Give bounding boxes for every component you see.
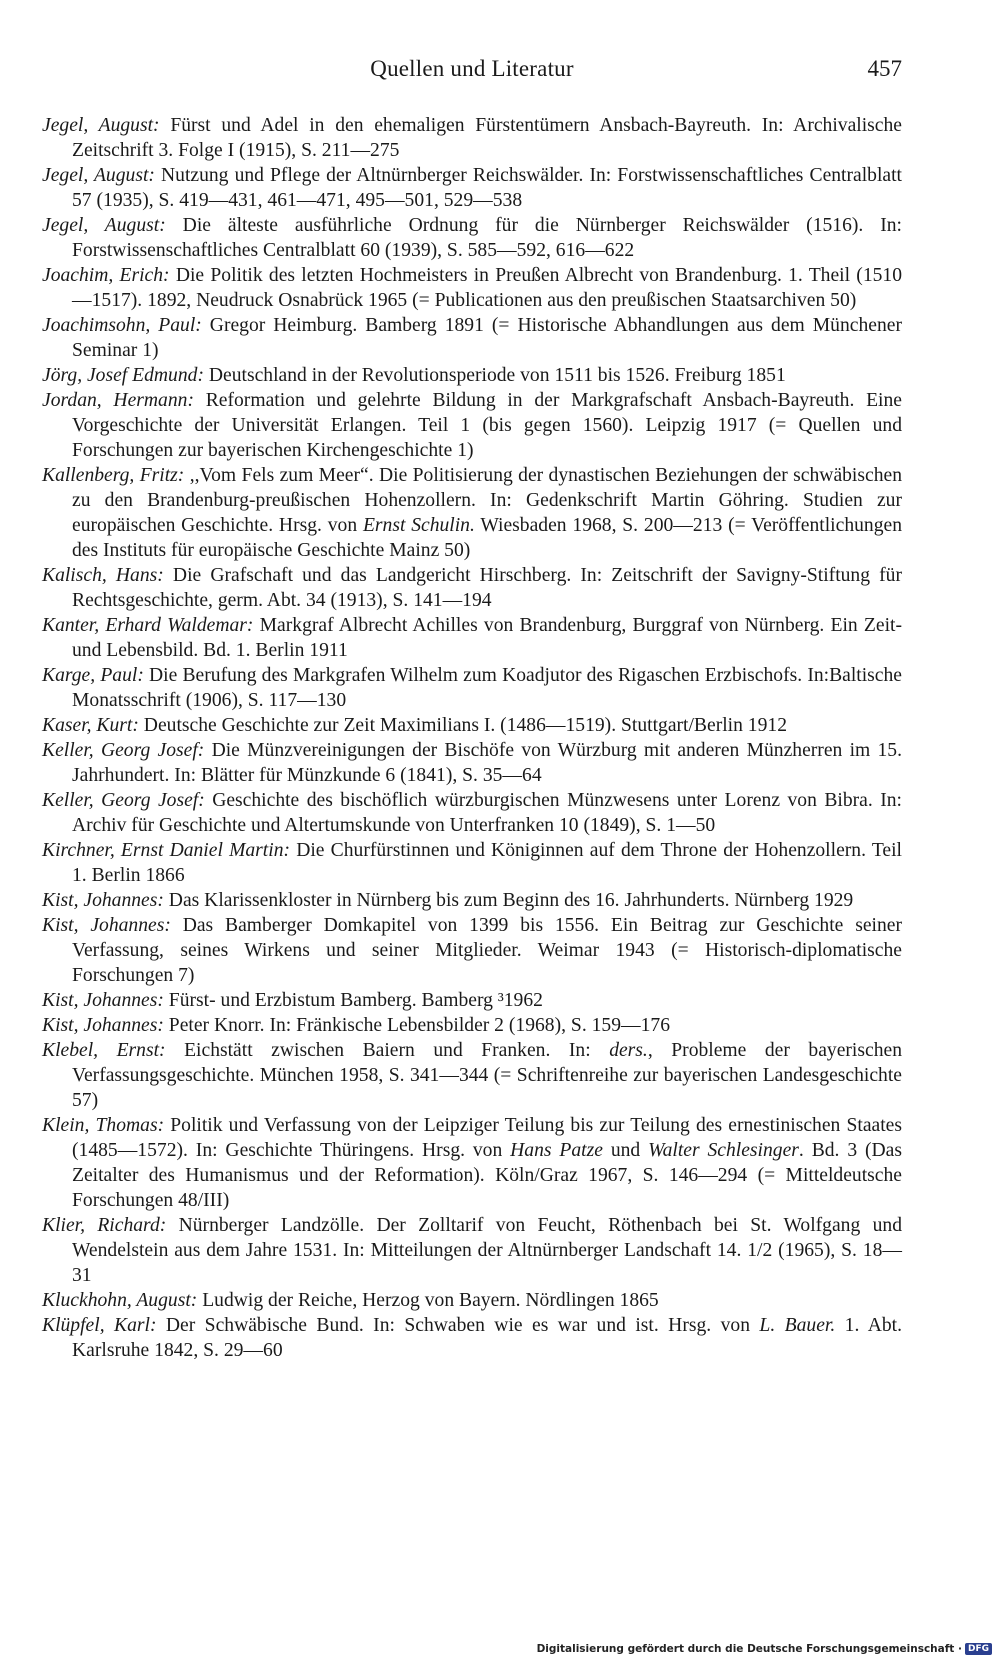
entry-author: Kirchner, Ernst Daniel Martin: (42, 840, 291, 861)
entry-text: Nutzung und Pflege der Altnürnberger Reichswälder. In: Forstwissenschaftliches Centralblatt 57 (1935), S. 419—431, 461—471, 495—501, 529—538 (72, 165, 902, 211)
bibliography-entry (42, 163, 902, 213)
entry-text: Markgraf Albrecht Achilles von Brandenburg, Burggraf von Nürnberg. Ein Zeit- und Lebensbild. Bd. 1. Berlin 1911 (72, 615, 902, 661)
entry-text: 1. Abt. Karlsruhe 1842, S. 29—60 (72, 1315, 902, 1361)
entry-author: Karge, Paul: (42, 665, 144, 686)
page-header (42, 56, 902, 90)
bibliography-entry (42, 913, 902, 988)
entry-editor-name: Hans Patze (510, 1140, 603, 1161)
entry-editor-name: Walter Schlesinger (648, 1140, 799, 1161)
entry-author: Joachim, Erich: (42, 265, 170, 286)
entry-editor-name: ders. (609, 1040, 648, 1061)
bibliography-entry (42, 1313, 902, 1363)
entry-text: Peter Knorr. In: Fränkische Lebensbilder 2 (1968), S. 159—176 (163, 1015, 670, 1036)
entry-author: Keller, Georg Josef: (42, 740, 205, 761)
bibliography-entry (42, 988, 902, 1013)
entry-author: Kallenberg, Fritz: (42, 465, 185, 486)
entry-author: Jegel, August: (42, 215, 166, 236)
bibliography-entry (42, 388, 902, 463)
bibliography-entry (42, 663, 902, 713)
entry-text: Deutschland in der Revolutionsperiode von 1511 bis 1526. Freiburg 1851 (203, 365, 786, 386)
entry-text: Das Bamberger Domkapitel von 1399 bis 1556. Ein Beitrag zur Geschichte seiner Verfassung, seines Wirkens und seiner Mitglieder. Weimar 1943 (= Historisch-diplomatische Forschungen 7) (72, 915, 902, 986)
entry-author: Kist, Johannes: (42, 990, 164, 1011)
footer (537, 1643, 992, 1655)
entry-text: Die älteste ausführliche Ordnung für die Nürnberger Reichswälder (1516). In: Forstwissenschaftliches Centralblatt 60 (1939), S. 585—592, 616—622 (72, 215, 902, 261)
entry-author: Jörg, Josef Edmund: (42, 365, 204, 386)
bibliography-entry (42, 113, 902, 163)
entry-text: Das Klarissenkloster in Nürnberg bis zum Beginn des 16. Jahrhunderts. Nürnberg 1929 (163, 890, 854, 911)
entry-text: Die Churfürstinnen und Königinnen auf dem Throne der Hohenzollern. Teil 1. Berlin 1866 (72, 840, 902, 886)
bibliography-list (42, 113, 902, 1363)
entry-author: Kist, Johannes: (42, 915, 171, 936)
entry-author: Klebel, Ernst: (42, 1040, 166, 1061)
entry-author: Jordan, Hermann: (42, 390, 194, 411)
entry-author: Kist, Johannes: (42, 890, 164, 911)
entry-text: . Bd. 3 (Das Zeitalter des Humanismus und der Reformation). Köln/Graz 1967, S. 146—294 (= Mitteldeutsche Forschungen 48/III) (72, 1140, 903, 1211)
entry-text: Geschichte des bischöflich würzburgischen Münzwesens unter Lorenz von Bibra. In: Archiv für Geschichte und Altertumskunde von Unterfranken 10 (1849), S. 1—50 (72, 790, 902, 836)
entry-author: Jegel, August: (42, 165, 155, 186)
bibliography-entry (42, 1213, 902, 1288)
entry-text: ,,Vom Fels zum Meer“. Die Politisierung der dynastischen Beziehungen der schwäbischen zu den Brandenburg-preußischen Hohenzollern. In: Gedenkschrift Martin Göhring. Studien zur europäischen Geschichte. Hrsg. von (72, 465, 902, 536)
bibliography-entry (42, 363, 902, 388)
entry-text: Die Münzvereinigungen der Bischöfe von Würzburg mit anderen Münzherren im 15. Jahrhundert. In: Blätter für Münzkunde 6 (1841), S. 35—64 (72, 740, 902, 786)
bibliography-entry (42, 788, 902, 838)
entry-author: Kist, Johannes: (42, 1015, 164, 1036)
entry-author: Kanter, Erhard Waldemar: (42, 615, 254, 636)
running-title: Quellen und Literatur (370, 56, 574, 81)
bibliography-entry (42, 1013, 902, 1038)
bibliography-entry (42, 313, 902, 363)
entry-text: Wiesbaden 1968, S. 200—213 (= Veröffentlichungen des Instituts für europäische Geschichte Mainz 50) (72, 515, 902, 561)
entry-text: Ludwig der Reiche, Herzog von Bayern. Nördlingen 1865 (197, 1290, 659, 1311)
entry-text: Die Grafschaft und das Landgericht Hirschberg. In: Zeitschrift der Savigny-Stiftung für Rechtsgeschichte, germ. Abt. 34 (1913), S. 141—194 (72, 565, 902, 611)
entry-text: Reformation und gelehrte Bildung in der Markgrafschaft Ansbach-Bayreuth. Eine Vorgeschichte der Universität Erlangen. Teil 1 (bis gegen 1560). Leipzig 1917 (= Quellen und Forschungen zur bayerischen Kirchengeschichte 1) (72, 390, 902, 461)
entry-text: Die Politik des letzten Hochmeisters in Preußen Albrecht von Brandenburg. 1. Theil (1510—1517). 1892, Neudruck Osnabrück 1965 (= Publicationen aus den preußischen Staatsarchiven 50) (72, 265, 903, 311)
bibliography-entry (42, 213, 902, 263)
bibliography-entry (42, 563, 902, 613)
entry-author: Kluckhohn, August: (42, 1290, 198, 1311)
entry-text: Die Berufung des Markgrafen Wilhelm zum Koadjutor des Rigaschen Erzbischofs. In:Baltische Monatsschrift (1906), S. 117—130 (72, 665, 902, 711)
entry-author: Jegel, August: (42, 115, 160, 136)
entry-author: Joachimsohn, Paul: (42, 315, 202, 336)
entry-author: Klüpfel, Karl: (42, 1315, 157, 1336)
entry-text: Der Schwäbische Bund. In: Schwaben wie es war und ist. Hrsg. von (156, 1315, 760, 1336)
entry-editor-name: Ernst Schulin. (362, 515, 475, 536)
bibliography-entry (42, 613, 902, 663)
entry-text: Politik und Verfassung von der Leipziger Teilung bis zur Teilung des ernestinischen Staates (1485—1572). In: Geschichte Thüringens. Hrsg. von (72, 1115, 902, 1161)
bibliography-entry (42, 1113, 902, 1213)
entry-author: Keller, Georg Josef: (42, 790, 205, 811)
entry-text: Nürnberger Landzölle. Der Zolltarif von Feucht, Röthenbach bei St. Wolfgang und Wendelstein aus dem Jahre 1531. In: Mitteilungen der Altnürnberger Landschaft 14. 1/2 (1965), S. 18—31 (72, 1215, 902, 1286)
entry-text: und (602, 1140, 649, 1161)
entry-author: Klier, Richard: (42, 1215, 167, 1236)
bibliography-entry (42, 463, 902, 563)
entry-text: , Probleme der bayerischen Verfassungsgeschichte. München 1958, S. 341—344 (= Schriftenreihe zur bayerischen Landesgeschichte 57) (72, 1040, 902, 1111)
entry-author: Klein, Thomas: (42, 1115, 165, 1136)
entry-text: Eichstätt zwischen Baiern und Franken. In: (165, 1040, 610, 1061)
entry-editor-name: L. Bauer. (759, 1315, 836, 1336)
footer-credit: Digitalisierung gefördert durch die Deutsche Forschungsgemeinschaft · (536, 1643, 962, 1655)
page-number: 457 (867, 56, 902, 81)
entry-author: Kalisch, Hans: (42, 565, 164, 586)
bibliography-entry (42, 738, 902, 788)
bibliography-entry (42, 1288, 902, 1313)
entry-author: Kaser, Kurt: (42, 715, 139, 736)
bibliography-entry (42, 888, 902, 913)
entry-text: Fürst und Adel in den ehemaligen Fürstentümern Ansbach-Bayreuth. In: Archivalische Zeitschrift 3. Folge I (1915), S. 211—275 (72, 115, 902, 161)
bibliography-entry (42, 838, 902, 888)
dfg-logo-icon: DFG (965, 1643, 992, 1655)
bibliography-entry (42, 263, 902, 313)
entry-text: Fürst- und Erzbistum Bamberg. Bamberg ³1962 (163, 990, 543, 1011)
entry-text: Deutsche Geschichte zur Zeit Maximilians I. (1486—1519). Stuttgart/Berlin 1912 (138, 715, 787, 736)
entry-text: Gregor Heimburg. Bamberg 1891 (= Historische Abhandlungen aus dem Münchener Seminar 1) (72, 315, 902, 361)
bibliography-entry (42, 1038, 902, 1113)
bibliography-entry (42, 713, 902, 738)
